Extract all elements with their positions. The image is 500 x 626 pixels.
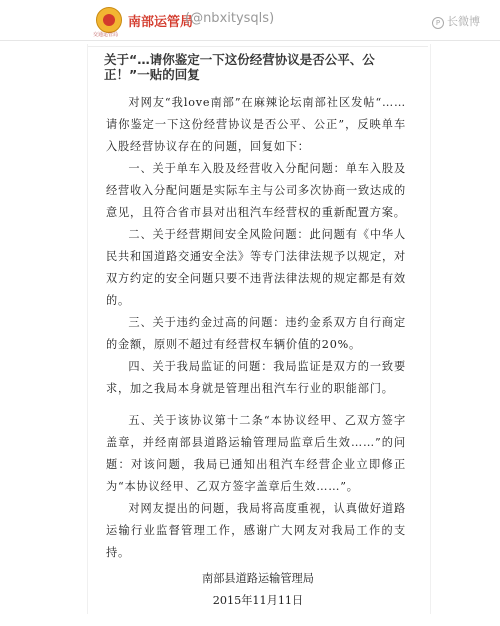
signature-org: 南部县道路运输管理局: [202, 572, 314, 585]
logo-emblem-icon: [103, 14, 115, 26]
signature-date: 2015年11月11日: [212, 594, 304, 607]
sheet-right-border: [430, 44, 431, 614]
account-avatar[interactable]: [96, 7, 122, 33]
long-weibo-brand: [432, 13, 480, 29]
weibo-header: [0, 0, 500, 41]
brand-label: 长微博: [447, 15, 480, 28]
paragraph-item-4: 四、关于我局监证的问题：我局监证是双方的一致要求，加之我局本身就是管理出租汽车行业的职能部门。: [106, 360, 406, 395]
logo-caption: 交通运管局: [93, 32, 119, 38]
title-divider: [88, 46, 428, 47]
weibo-p-icon: P: [432, 17, 444, 29]
account-handle[interactable]: (@nbxitysqls): [185, 11, 275, 26]
paragraph-intro: 对网友“我love南部”在麻辣论坛南部社区发帖“……请你鉴定一下这份经营协议是否公平、公正”，反映单车入股经营协议存在的问题，回复如下：: [106, 96, 406, 153]
paragraph-item-1: 一、关于单车入股及经营收入分配问题：单车入股及经营收入分配问题是实际车主与公司多次协商一致达成的意见，且符合省市县对出租汽车经营权的重新配置方案。: [106, 162, 406, 219]
paragraph-item-3: 三、关于违约金过高的问题：违约金系双方自行商定的金额，原则不超过有经营权车辆价值的20%。: [106, 316, 406, 351]
article-body: [106, 92, 406, 564]
article-sheet: [88, 44, 428, 607]
paragraph-item-5: 五、关于该协议第十二条“本协议经甲、乙双方签字盖章，并经南部县道路运输管理局监章后生效……”的问题：对该问题，我局已通知出租汽车经营企业立即修正为“本协议经甲、乙双方签字盖章后生效……”。: [106, 414, 406, 493]
article-title: 关于“…请你鉴定一下这份经营协议是否公平、公正！”一贴的回复: [104, 52, 375, 82]
paragraph-closing: 对网友提出的问题，我局将高度重视，认真做好道路运输行业监督管理工作，感谢广大网友对我局工作的支持。: [106, 502, 406, 559]
paragraph-item-2: 二、关于经营期间安全风险问题：此问题有《中华人民共和国道路交通安全法》等专门法律法规予以规定，对双方约定的安全问题只要不违背法律法规的规定都是有效的。: [106, 228, 406, 307]
account-name[interactable]: 南部运管局: [128, 15, 194, 30]
